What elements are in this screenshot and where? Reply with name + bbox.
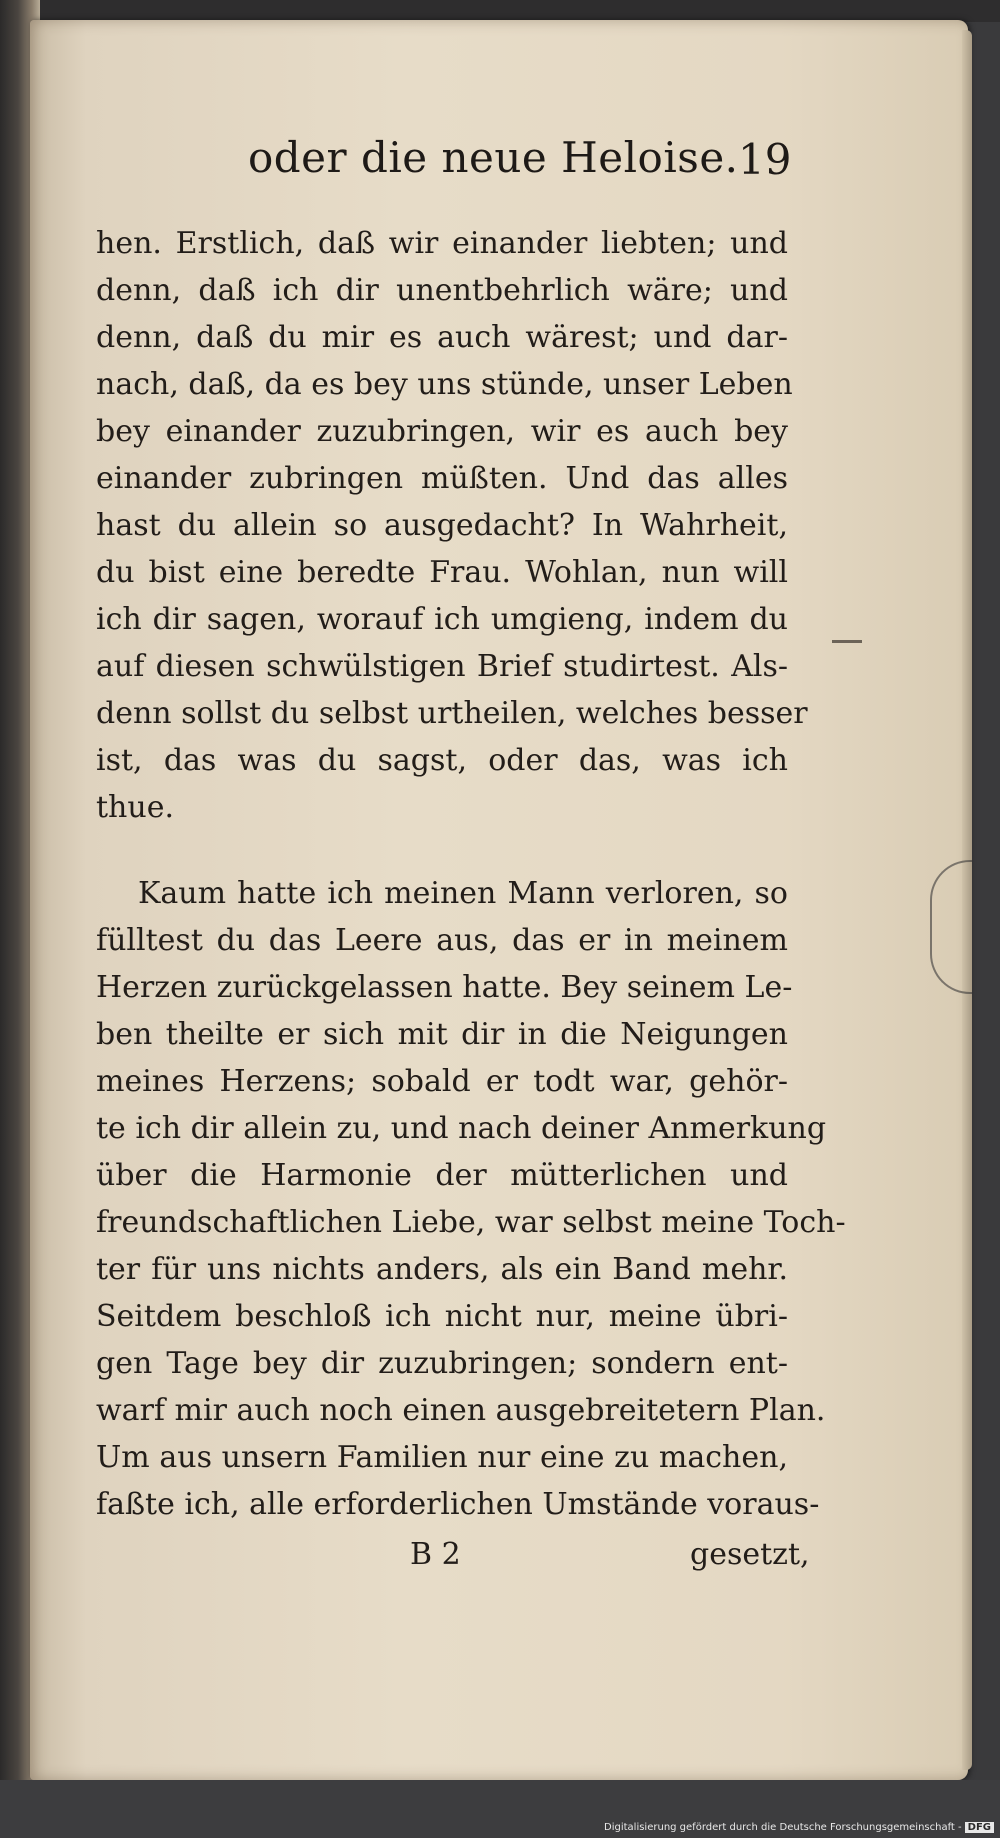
- text-line: auf diesen schwülstigen Brief studirtest. Als-: [96, 649, 788, 684]
- running-head: oder die neue Heloise.: [248, 133, 739, 182]
- paragraph-2: [96, 870, 846, 1528]
- paragraph-1: [96, 220, 808, 831]
- text-line: faßte ich, alle erforderlichen Umstände voraus-: [96, 1487, 820, 1522]
- text-line: über die Harmonie der mütterlichen und: [96, 1158, 788, 1193]
- text-line: bey einander zuzubringen, wir es auch bey: [96, 414, 788, 449]
- catchword: gesetzt,: [690, 1537, 810, 1572]
- text-line: ter für uns nichts anders, als ein Band mehr.: [96, 1252, 788, 1287]
- text-line: ich dir sagen, worauf ich umgieng, indem du: [96, 602, 788, 637]
- page-number: 19: [738, 135, 792, 184]
- text-line: te ich dir allein zu, und nach deiner Anmerkung: [96, 1111, 827, 1146]
- text-line: du bist eine beredte Frau. Wohlan, nun will: [96, 555, 788, 590]
- scanner-top-band: [0, 0, 1000, 22]
- credit-text: Digitalisierung gefördert durch die Deutsche Forschungsgemeinschaft -: [604, 1822, 962, 1833]
- text-line: warf mir auch noch einen ausgebreitetern Plan.: [96, 1393, 826, 1428]
- text-line: ist, das was du sagst, oder das, was ich: [96, 743, 788, 778]
- text-line: denn sollst du selbst urtheilen, welches besser: [96, 696, 808, 731]
- text-line: Herzen zurückgelassen hatte. Bey seinem Le-: [96, 970, 793, 1005]
- text-line: ben theilte er sich mit dir in die Neigungen: [96, 1017, 788, 1052]
- text-line: Kaum hatte ich meinen Mann verloren, so: [138, 876, 788, 911]
- text-line: Um aus unsern Familien nur eine zu machen,: [96, 1440, 788, 1475]
- text-line: einander zubringen müßten. Und das alles: [96, 461, 788, 496]
- text-line: nach, daß, da es bey uns stünde, unser Leben: [96, 367, 793, 402]
- page-clip-arc: [930, 860, 972, 994]
- text-line: hast du allein so ausgedacht? In Wahrheit,: [96, 508, 788, 543]
- text-line: hen. Erstlich, daß wir einander liebten; und: [96, 226, 788, 261]
- text-line: freundschaftlichen Liebe, war selbst meine Toch-: [96, 1205, 846, 1240]
- digitization-credit: [600, 1822, 994, 1833]
- margin-ink-mark: [832, 640, 862, 643]
- dfg-logo: DFG: [965, 1822, 994, 1833]
- text-line: meines Herzens; sobald er todt war, gehör-: [96, 1064, 788, 1099]
- text-line: fülltest du das Leere aus, das er in meinem: [96, 923, 788, 958]
- text-line: gen Tage bey dir zuzubringen; sondern ent-: [96, 1346, 788, 1381]
- text-line: thue.: [96, 790, 174, 825]
- text-line: Seitdem beschloß ich nicht nur, meine übri-: [96, 1299, 788, 1334]
- signature-mark: B 2: [410, 1537, 461, 1572]
- text-line: denn, daß du mir es auch wärest; und dar-: [96, 320, 788, 355]
- text-line: denn, daß ich dir unentbehrlich wäre; und: [96, 273, 788, 308]
